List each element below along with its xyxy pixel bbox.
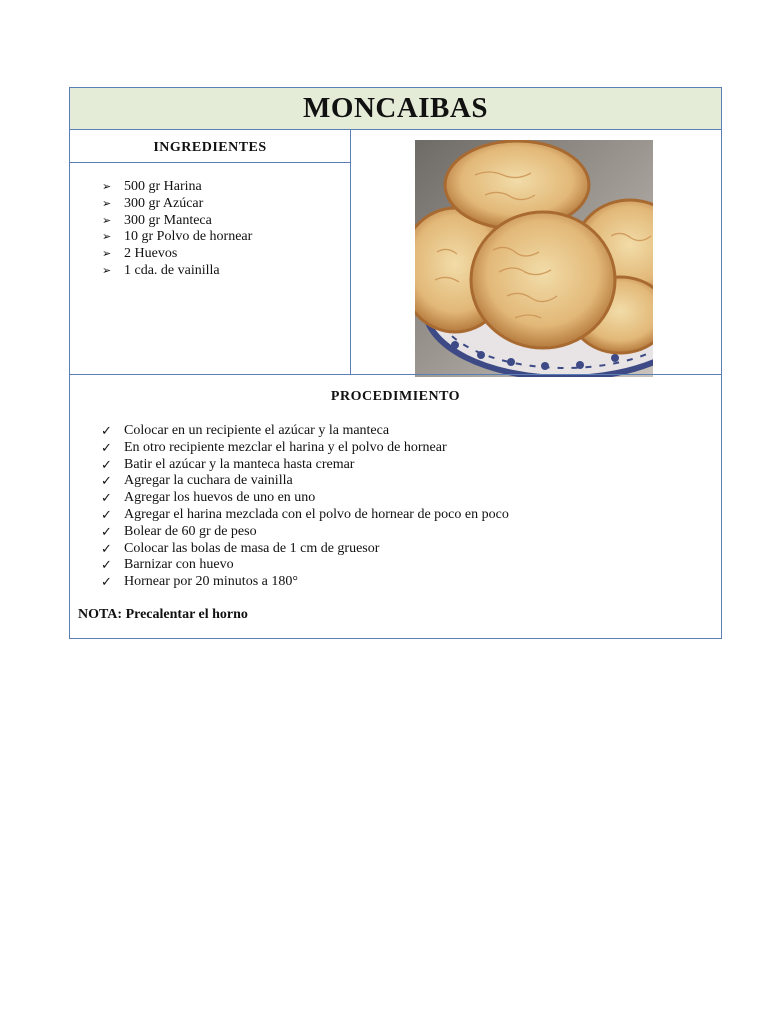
- ingredients-list: [70, 163, 350, 280]
- procedure-step: [101, 440, 721, 457]
- checkmark-icon: ✓: [101, 473, 112, 489]
- ingredient-item: [102, 263, 350, 280]
- checkmark-icon: ✓: [101, 574, 112, 590]
- arrow-bullet-icon: ➢: [102, 248, 112, 261]
- arrow-bullet-icon: ➢: [102, 181, 112, 193]
- ingredient-text: 2 Huevos: [124, 246, 178, 262]
- checkmark-icon: ✓: [101, 423, 112, 438]
- arrow-bullet-icon: ➢: [102, 264, 112, 277]
- recipe-card: [69, 87, 722, 639]
- procedure-step-text: Hornear por 20 minutos a 180°: [124, 574, 298, 590]
- checkmark-icon: ✓: [101, 456, 112, 472]
- ingredient-text: 300 gr Azúcar: [124, 195, 204, 211]
- procedure-step-text: Bolear de 60 gr de peso: [124, 523, 257, 539]
- procedure-section: [70, 374, 721, 639]
- ingredient-text: 300 gr Manteca: [124, 212, 212, 228]
- note-text: NOTA: Precalentar el horno: [78, 607, 248, 622]
- procedure-list: [70, 405, 721, 591]
- procedure-step: [101, 423, 721, 440]
- ingredient-item: [102, 179, 350, 196]
- arrow-bullet-icon: ➢: [102, 197, 112, 210]
- procedure-step-text: Agregar el harina mezclada con el polvo de hornear de poco en poco: [124, 506, 509, 522]
- procedure-header: PROCEDIMIENTO: [330, 389, 461, 404]
- procedure-step: [101, 557, 721, 574]
- arrow-bullet-icon: ➢: [102, 231, 112, 244]
- procedure-step: [101, 524, 721, 541]
- title-row: [70, 88, 721, 130]
- procedure-step: [101, 507, 721, 524]
- procedure-step-text: Batir el azúcar y la manteca hasta cremar: [124, 456, 355, 472]
- checkmark-icon: ✓: [101, 439, 112, 455]
- cookies-photo-illustration: [415, 140, 653, 377]
- procedure-step-text: Colocar las bolas de masa de 1 cm de gruesor: [124, 540, 380, 556]
- ingredient-text: 10 gr Polvo de hornear: [124, 229, 253, 245]
- image-cell: [352, 130, 721, 374]
- ingredients-cell: [70, 130, 351, 374]
- cookies-photo: [415, 140, 653, 377]
- recipe-title: MONCAIBAS: [303, 92, 488, 124]
- procedure-step-text: Colocar en un recipiente el azúcar y la manteca: [124, 423, 390, 438]
- ingredient-text: 500 gr Harina: [124, 179, 202, 194]
- ingredients-header: INGREDIENTES: [70, 130, 350, 163]
- procedure-step-text: Barnizar con huevo: [124, 557, 234, 573]
- procedure-step: [101, 574, 721, 591]
- ingredient-item: [102, 246, 350, 263]
- checkmark-icon: ✓: [101, 540, 112, 556]
- procedure-step-text: Agregar la cuchara de vainilla: [124, 473, 293, 489]
- ingredient-item: [102, 229, 350, 246]
- checkmark-icon: ✓: [101, 523, 112, 539]
- procedure-step: [101, 490, 721, 507]
- ingredient-item: [102, 196, 350, 213]
- ingredient-text: 1 cda. de vainilla: [124, 262, 220, 278]
- procedure-step: [101, 457, 721, 474]
- ingredient-item: [102, 213, 350, 230]
- procedure-step: [101, 541, 721, 558]
- procedure-step: [101, 473, 721, 490]
- checkmark-icon: ✓: [101, 490, 112, 506]
- checkmark-icon: ✓: [101, 506, 112, 522]
- procedure-step-text: Agregar los huevos de uno en uno: [124, 490, 316, 506]
- arrow-bullet-icon: ➢: [102, 214, 112, 227]
- procedure-step-text: En otro recipiente mezclar el harina y el polvo de hornear: [124, 439, 447, 455]
- checkmark-icon: ✓: [101, 557, 112, 573]
